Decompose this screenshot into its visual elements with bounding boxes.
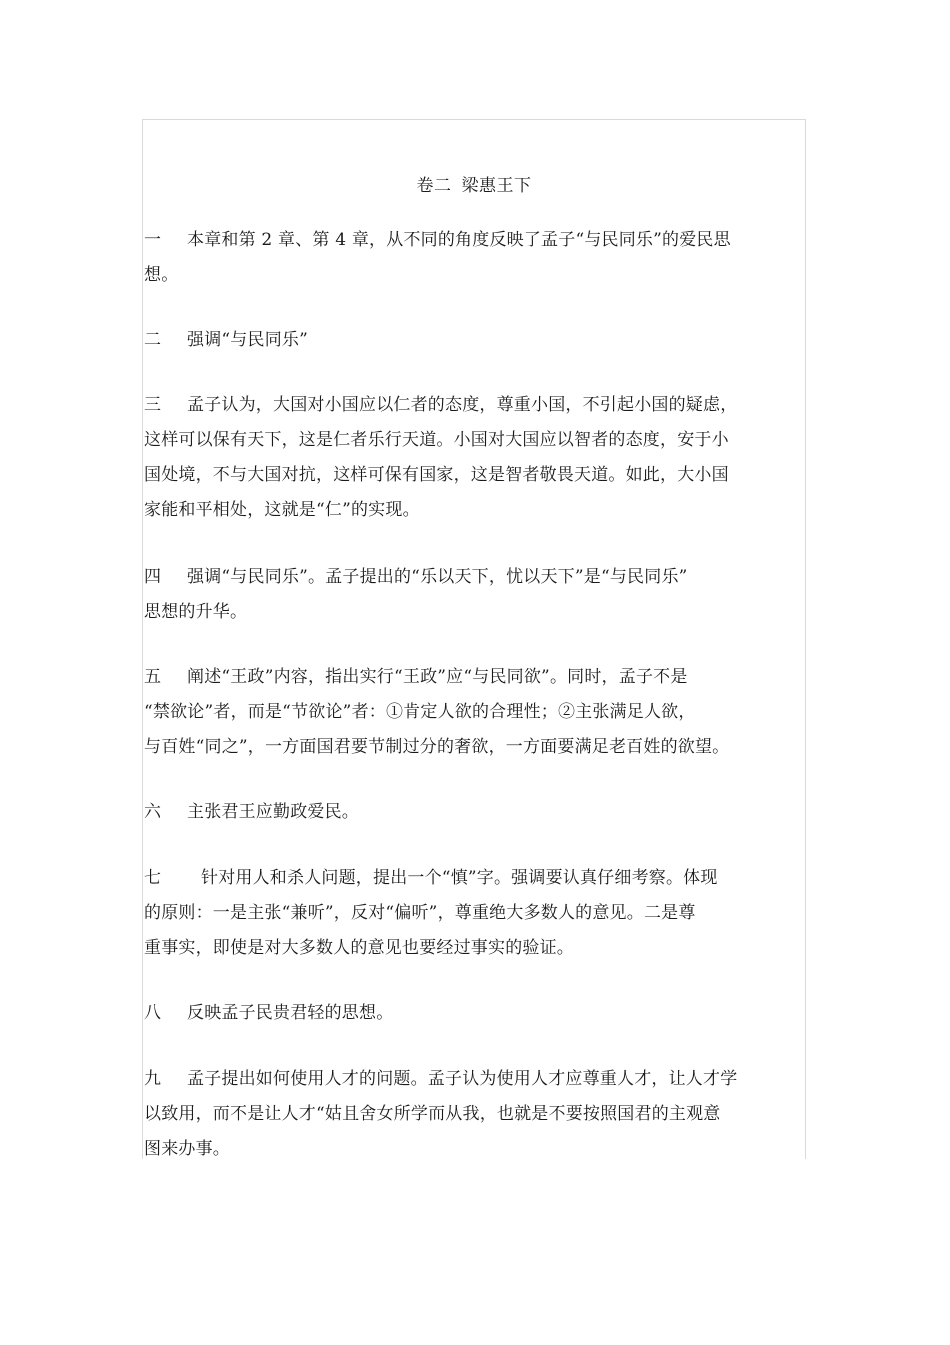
paragraph-line: 这样可以保有天下，这是仁者乐行天道。小国对大国应以智者的态度，安于小: [144, 430, 729, 450]
paragraph-line: 强调“与民同乐”。孟子提出的“乐以天下，忧以天下”是“与民同乐”: [187, 567, 688, 587]
paragraph-line: 国处境，不与大国对抗，这样可保有国家，这是智者敬畏天道。如此，大小国: [144, 465, 729, 485]
paragraph-line: 的原则：一是主张“兼听”，反对“偏听”，尊重绝大多数人的意见。二是尊: [144, 903, 696, 923]
paragraph-number: 六: [144, 802, 162, 822]
volume-label: 卷二: [416, 176, 452, 196]
paragraph-number: 七: [144, 868, 162, 888]
paragraph-line: 家能和平相处，这就是“仁”的实现。: [144, 500, 420, 520]
paragraph-2: [144, 323, 784, 358]
paragraph-line: “禁欲论”者，而是“节欲论”者：①肯定人欲的合理性；②主张满足人欲，: [144, 702, 696, 722]
document-title: [142, 173, 806, 199]
paragraph-7: [144, 861, 784, 966]
paragraph-3: [144, 388, 784, 528]
paragraph-line: 以致用，而不是让人才“姑且舍女所学而从我，也就是不要按照国君的主观意: [144, 1104, 721, 1124]
paragraph-number: 三: [144, 395, 162, 415]
paragraph-line: 强调“与民同乐”: [187, 330, 308, 350]
paragraph-number: 二: [144, 330, 162, 350]
paragraph-line: 重事实，即使是对大多数人的意见也要经过事实的验证。: [144, 938, 574, 958]
paragraph-line: 主张君王应勤政爱民。: [187, 802, 359, 822]
paragraph-4: [144, 560, 784, 630]
paragraph-number: 一: [144, 230, 162, 250]
paragraph-line: 孟子提出如何使用人才的问题。孟子认为使用人才应尊重人才，让人才学: [187, 1069, 738, 1089]
paragraph-line: 阐述“王政”内容，指出实行“王政”应“与民同欲”。同时，孟子不是: [187, 667, 688, 687]
paragraph-number: 四: [144, 567, 162, 587]
paragraph-line: 图来办事。: [144, 1139, 230, 1159]
paragraph-line: 孟子认为，大国对小国应以仁者的态度，尊重小国，不引起小国的疑虑，: [187, 395, 738, 415]
paragraph-line: 思想的升华。: [144, 602, 248, 622]
paragraph-line: 针对用人和杀人问题，提出一个“慎”字。强调要认真仔细考察。体现: [201, 868, 718, 888]
paragraph-6: [144, 795, 784, 830]
paragraph-number: 九: [144, 1069, 162, 1089]
paragraph-number: 八: [144, 1003, 162, 1023]
chapter-name: 梁惠王下: [461, 176, 532, 196]
paragraph-1: [144, 223, 784, 293]
paragraph-9: [144, 1062, 784, 1167]
paragraph-line: 想。: [144, 265, 179, 285]
paragraph-number: 五: [144, 667, 162, 687]
paragraph-line: 本章和第 2 章、第 4 章，从不同的角度反映了孟子“与民同乐”的爱民思: [187, 230, 731, 250]
paragraph-5: [144, 660, 784, 765]
paragraph-8: [144, 996, 784, 1031]
paragraph-line: 反映孟子民贵君轻的思想。: [187, 1003, 394, 1023]
paragraph-line: 与百姓“同之”，一方面国君要节制过分的奢欲，一方面要满足老百姓的欲望。: [144, 737, 730, 757]
